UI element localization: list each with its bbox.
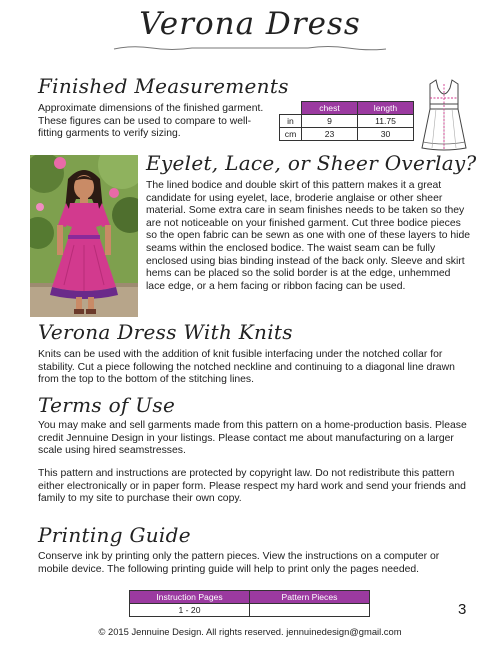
printing-header-instructions: Instruction Pages: [130, 591, 250, 604]
measurements-table: [279, 101, 414, 141]
terms-text-1: You may make and sell garments made from this pattern on a home-production basis. Please credit Jennuine Design in your listings. Please contact me about manufacturing on a larger scale using hired seamstresses.: [38, 420, 467, 457]
footer: © 2015 Jennuine Design. All rights reserved. jennuinedesign@gmail.com: [98, 626, 402, 637]
measurements-header-length: length: [358, 102, 414, 115]
printing-text: Conserve ink by printing only the pattern pieces. View the instructions on a computer or mobile device. The following printing guide will help to print only the pages needed.: [38, 551, 440, 575]
knits-text: Knits can be used with the addition of knit fusible interfacing under the notched collar for stability. Cut a piece following the notched neckline and continuing to a diagonal line drawn from the top to the bottom of the stitching lines.: [38, 349, 455, 386]
measurements-corner: [280, 102, 302, 115]
printing-header-row: [130, 591, 370, 604]
knits-heading: Verona Dress With Knits: [38, 320, 293, 344]
measurements-unit: in: [280, 115, 302, 128]
printing-table: [129, 590, 370, 617]
measurements-header-row: [280, 102, 414, 115]
title-flourish-icon: [112, 44, 388, 52]
printing-instruction-pages: 1 - 20: [130, 604, 250, 617]
measurements-chest: 23: [302, 128, 358, 141]
finished-measurements-heading: Finished Measurements: [38, 74, 289, 98]
table-row: [280, 115, 414, 128]
table-row: [280, 128, 414, 141]
eyelet-text: The lined bodice and double skirt of this pattern makes it a great candidate for using eyelet, lace, broderie anglaise or other sheer material. Some extra care in seam finishes needs to be taken so they are not noticeable on your finished garment. Cut three bodice pieces so the open fabric can be sewn as one with one of these layers to hide seams within the enclosed bodice. The waist seam can be fully enclosed using bias binding instead of the back only. Sleeve and skirt hems can be placed so the solid border is at the edge, unhemmed lace edge, or a hem facing or ribbon facing can be used.: [146, 180, 471, 292]
measurements-length: 11.75: [358, 115, 414, 128]
measurements-length: 30: [358, 128, 414, 141]
printing-pattern-pages: [250, 604, 370, 617]
girl-in-dress-photo: [30, 155, 138, 317]
page-number: 3: [458, 601, 467, 618]
terms-text-2: This pattern and instructions are protected by copyright law. Do not redistribute this pattern either electronically or in paper form. Please respect my hard work and send your friends and family to my site to purchase their own copy.: [38, 468, 466, 505]
measurements-chest: 9: [302, 115, 358, 128]
eyelet-heading: Eyelet, Lace, or Sheer Overlay?: [146, 151, 477, 175]
printing-header-pattern: Pattern Pieces: [250, 591, 370, 604]
measurements-header-chest: chest: [302, 102, 358, 115]
table-row: [130, 604, 370, 617]
page-title: Verona Dress: [139, 6, 361, 42]
measurements-unit: cm: [280, 128, 302, 141]
finished-measurements-text: Approximate dimensions of the finished garment. These figures can be used to compare to well-fitting garments to verify sizing.: [38, 103, 264, 140]
printing-heading: Printing Guide: [38, 523, 191, 547]
dress-sketch-icon: [420, 78, 468, 154]
terms-heading: Terms of Use: [38, 393, 176, 417]
